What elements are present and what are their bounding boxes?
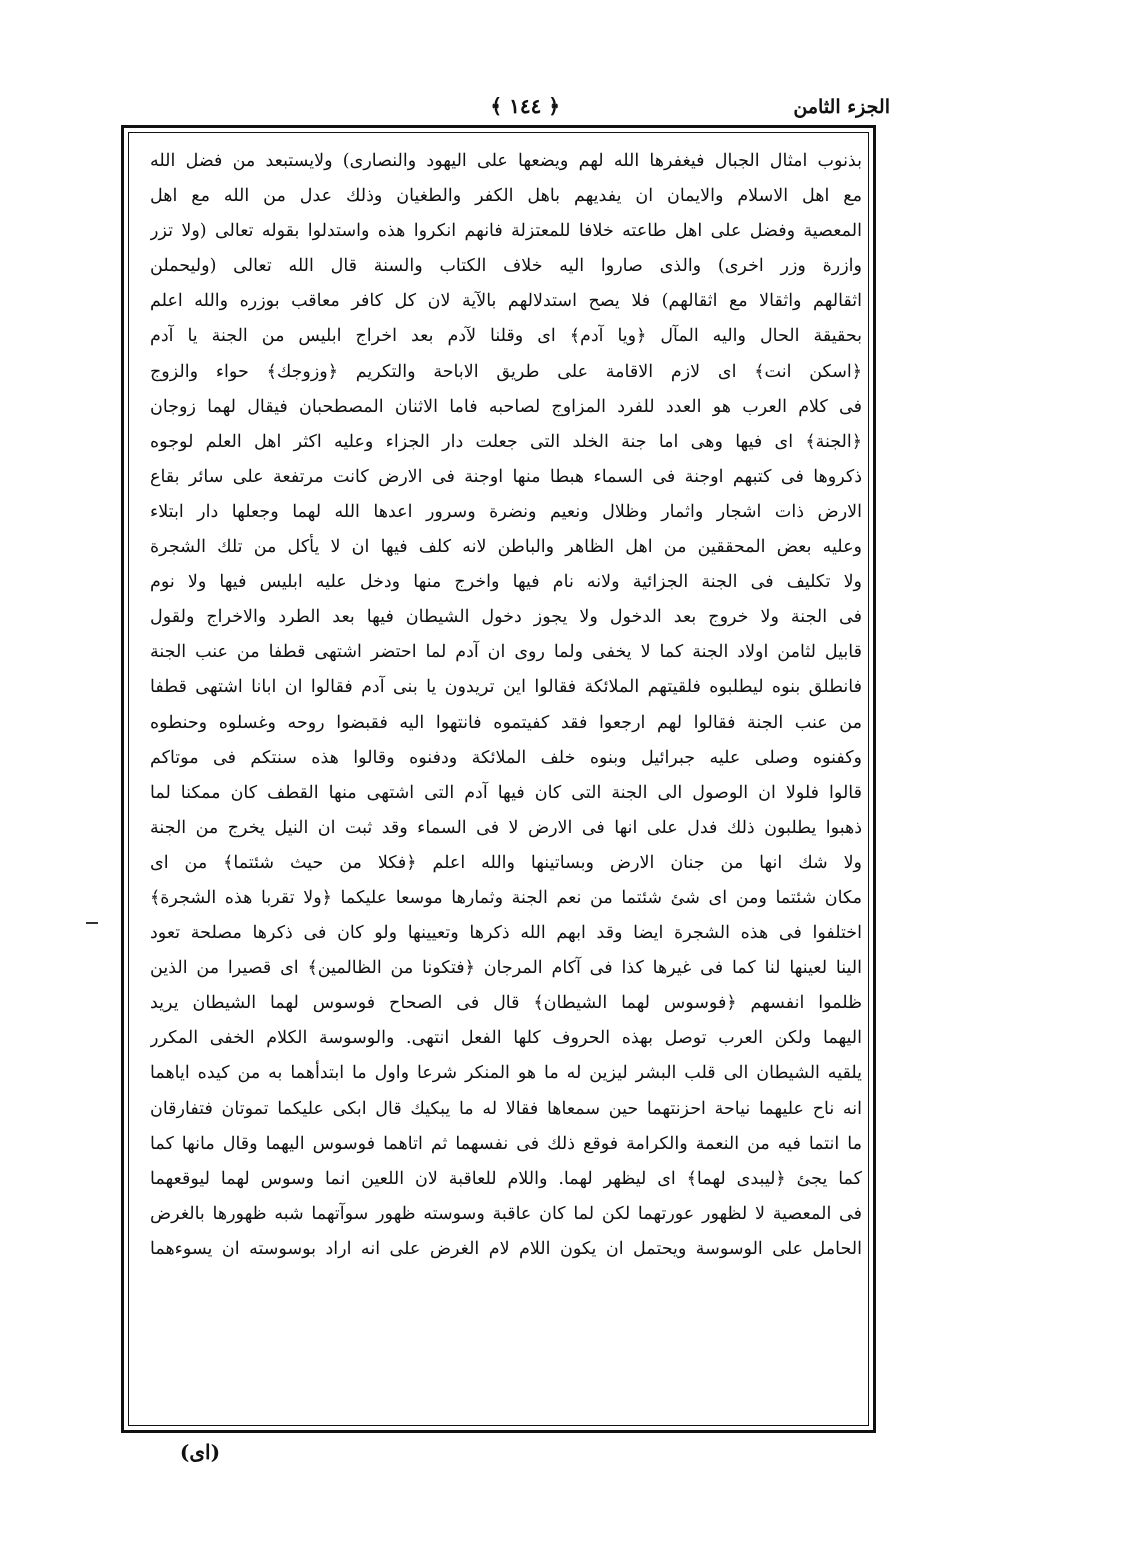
text-line: بحقيقة الحال واليه المآل ﴿ويا آدم﴾ اى وقلنا لآدم بعد اخراج ابليس من الجنة يا آدم — [150, 326, 862, 347]
text-line: فى كلام العرب هو العدد للفرد المزاوج لصاحبه فاما الاثنان المصطحبان فيقال لهما زوجان — [150, 396, 862, 417]
text-line: ما انتما فيه من النعمة والكرامة فوقع ذلك فى نفسهما ثم اتاهما فوسوس اليهما وقال مانها كما — [150, 1133, 862, 1154]
text-line: ولا شك انها من جنان الارض وبساتينها والله اعلم ﴿فكلا من حيث شئتما﴾ من اى — [150, 852, 862, 873]
margin-mark — [86, 922, 98, 924]
text-line: ذهبوا يطلبون ذلك فدل على انها فى الارض لا فى السماء وقد ثبت ان النيل يخرج من الجنة — [150, 817, 862, 838]
text-line: ﴿اسكن انت﴾ اى لازم الاقامة على طريق الاباحة والتكريم ﴿وزوجك﴾ حواء والزوج — [150, 361, 862, 382]
page-number: ﴿ ١٤٤ ﴾ — [490, 94, 560, 118]
text-line: ولا تكليف فى الجنة الجزائية ولانه نام فيها واخرج منها ودخل عليه ابليس فيها ولا نوم — [150, 572, 862, 593]
text-line: اختلفوا فى هذه الشجرة ايضا وقد ابهم الله ذكرها وتعيينها ولو كان فى ذكرها مصلحة تعود — [150, 923, 862, 944]
text-line: مكان شئتما ومن اى شئ شئتما من نعم الجنة وثمارها موسعا عليكما ﴿ولا تقربا هذه الشجرة﴾ — [150, 887, 862, 908]
text-line: قالوا فلولا ان الوصول الى الجنة التى كان فيها آدم التى اشتهى منها القطف كان ممكنا لما — [150, 782, 862, 803]
text-line: اثقالهم واثقالا مع اثقالهم) فلا يصح استدلالهم بالآية لان كل كافر معاقب بوزره والله اعلم — [150, 291, 862, 312]
part-label: الجزء الثامن — [793, 96, 890, 118]
text-line: وكفنوه وصلى عليه جبرائيل وبنوه خلف الملائكة ودفنوه وقالوا هذه سنتكم فى موتاكم — [150, 747, 862, 768]
text-line: من عنب الجنة فقالوا لهم ارجعوا فقد كفيتموه فانتهوا اليه فقبضوا روحه وغسلوه وحنطوه — [150, 712, 862, 733]
text-line: فى المعصية لا لظهور عورتهما لكن لما كان عاقبة وسوسته ظهور سوآتهما شبه ظهورها بالغرض — [150, 1203, 862, 1224]
text-line: كما يجئ ﴿ليبدى لهما﴾ اى ليظهر لهما. واللام للعاقبة لان اللعين انما وسوس لهما ليوقعهما — [150, 1168, 862, 1189]
text-line: وازرة وزر اخرى) والذى صاروا اليه خلاف الكتاب والسنة قال الله تعالى (وليحملن — [150, 256, 862, 277]
text-line: قابيل لثامن اولاد الجنة كما لا يخفى ولما روى ان آدم لما احتضر اشتهى قطفا من عنب الجنة — [150, 642, 862, 663]
text-line: فانطلق بنوه ليطلبوه فلقيتهم الملائكة فقالوا اين تريدون يا بنى آدم فقالوا ان ابانا اشتهى قطفا — [150, 677, 862, 698]
text-line: المعصية وفضل على اهل طاعته خلافا للمعتزلة فانهم انكروا هذه واستدلوا بقوله تعالى (ولا تزر — [150, 221, 862, 242]
text-line: الحامل على الوسوسة ويحتمل ان يكون اللام لام الغرض على انه اراد بوسوسته ان يسوءهما — [150, 1238, 862, 1259]
text-line: انه ناح عليهما نياحة احزنتهما حين سمعاها فقالا له ما يبكيك قال ابكى عليكما تموتان فتفارقان — [150, 1098, 862, 1119]
text-line: ظلموا انفسهم ﴿فوسوس لهما الشيطان﴾ قال فى الصحاح فوسوس لهما الشيطان يريد — [150, 993, 862, 1014]
text-line: يلقيه الشيطان الى قلب البشر ليزين له ما هو المنكر شرعا واول ما ابتدأهما به من كيده اياهما — [150, 1063, 862, 1084]
page-header — [120, 92, 890, 126]
text-line: فى الجنة ولا خروج بعد الدخول ولا يجوز دخول الشيطان فيها بعد الطرد والاخراج ولقول — [150, 607, 862, 628]
text-line: مع اهل الاسلام والايمان ان يفديهم باهل الكفر والطغيان وذلك عدل من الله مع اهل — [150, 186, 862, 207]
text-line: ﴿الجنة﴾ اى فيها وهى اما جنة الخلد التى جعلت دار الجزاء وعليه اكثر اهل العلم لوجوه — [150, 431, 862, 452]
text-line: اليهما ولكن العرب توصل بهذه الحروف كلها الفعل انتهى. والوسوسة الكلام الخفى المكرر — [150, 1028, 862, 1049]
text-line: الينا لعينها لنا كما فى غيرها كذا فى آكام المرجان ﴿فتكونا من الظالمين﴾ اى قصيرا من الذين — [150, 958, 862, 979]
text-body — [150, 144, 862, 1267]
text-line: ذكروها فى كتبهم اوجنة فى السماء هبطا منها اوجنة فى الارض كانت مرتفعة على سائر بقاع — [150, 466, 862, 487]
text-line: الارض ذات اشجار واثمار وظلال ونعيم ونضرة وسرور اعدها الله لهما وجعلها دار ابتلاء — [150, 501, 862, 522]
catchword: (اى) — [179, 1440, 221, 1464]
text-line: بذنوب امثال الجبال فيغفرها الله لهم ويضعها على اليهود والنصارى) ولايستبعد من فضل الله — [150, 151, 862, 171]
text-line: وعليه بعض المحققين من اهل الظاهر والباطن لانه كلف فيها ان لا يأكل من تلك الشجرة — [150, 537, 862, 558]
